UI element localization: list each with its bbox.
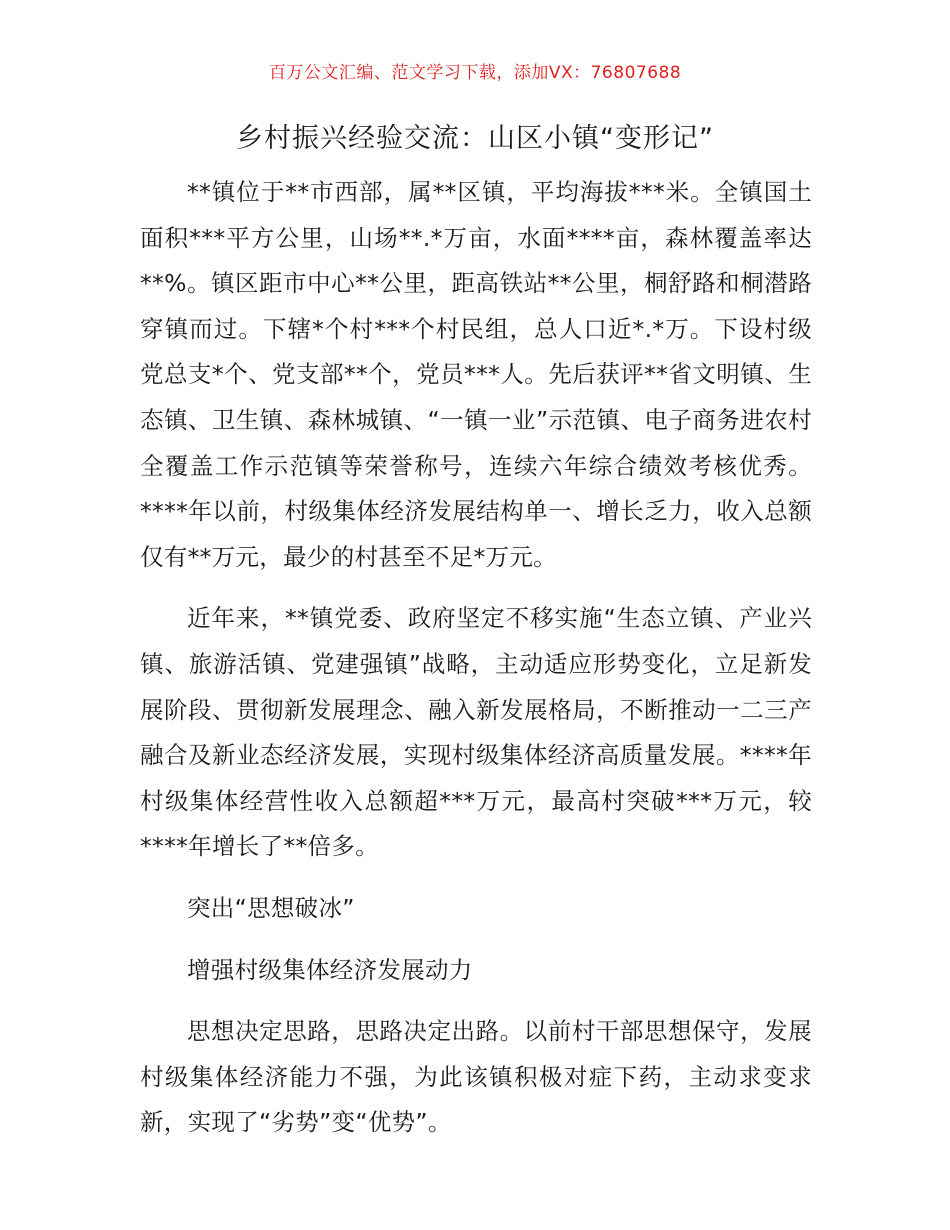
document-body [140,170,812,1146]
paragraph-recent-years: 近年来，**镇党委、政府坚定不移实施“生态立镇、产业兴镇、旅游活镇、党建强镇”战略，主动适应形势变化，立足新发展阶段、贯彻新发展理念、融入新发展格局，不断推动一二三产融合及新业态经济发展，实现村级集体经济高质量发展。****年村级集体经营性收入总额超***万元，最高村突破***万元，较****年增长了**倍多。 [140,604,812,861]
paragraph-thinking: 思想决定思路，思路决定出路。以前村干部思想保守，发展村级集体经济能力不强，为此该镇积极对症下药，主动求变求新，实现了“劣势”变“优势”。 [140,1017,812,1137]
paragraph-intro: **镇位于**市西部，属**区镇，平均海拔***米。全镇国土面积***平方公里，山场**.*万亩，水面****亩，森林覆盖率达**%。镇区距市中心**公里，距高铁站**公里，桐舒路和桐潜路穿镇而过。下辖*个村***个村民组，总人口近*.*万。下设村级党总支*个、党支部**个，党员***人。先后获评**省文明镇、生态镇、卫生镇、森林城镇、“一镇一业”示范镇、电子商务进农村全覆盖工作示范镇等荣誉称号，连续六年综合绩效考核优秀。****年以前，村级集体经济发展结构单一、增长乏力，收入总额仅有**万元，最少的村甚至不足*万元。 [140,178,812,571]
document-title: 乡村振兴经验交流：山区小镇“变形记” [236,123,714,154]
section-heading-thought: 突出“思想破冰” [187,893,355,922]
section-subheading-momentum: 增强村级集体经济发展动力 [187,955,473,984]
header-watermark-note: 百万公文汇编、范文学习下载，添加VX：76807688 [268,63,682,83]
